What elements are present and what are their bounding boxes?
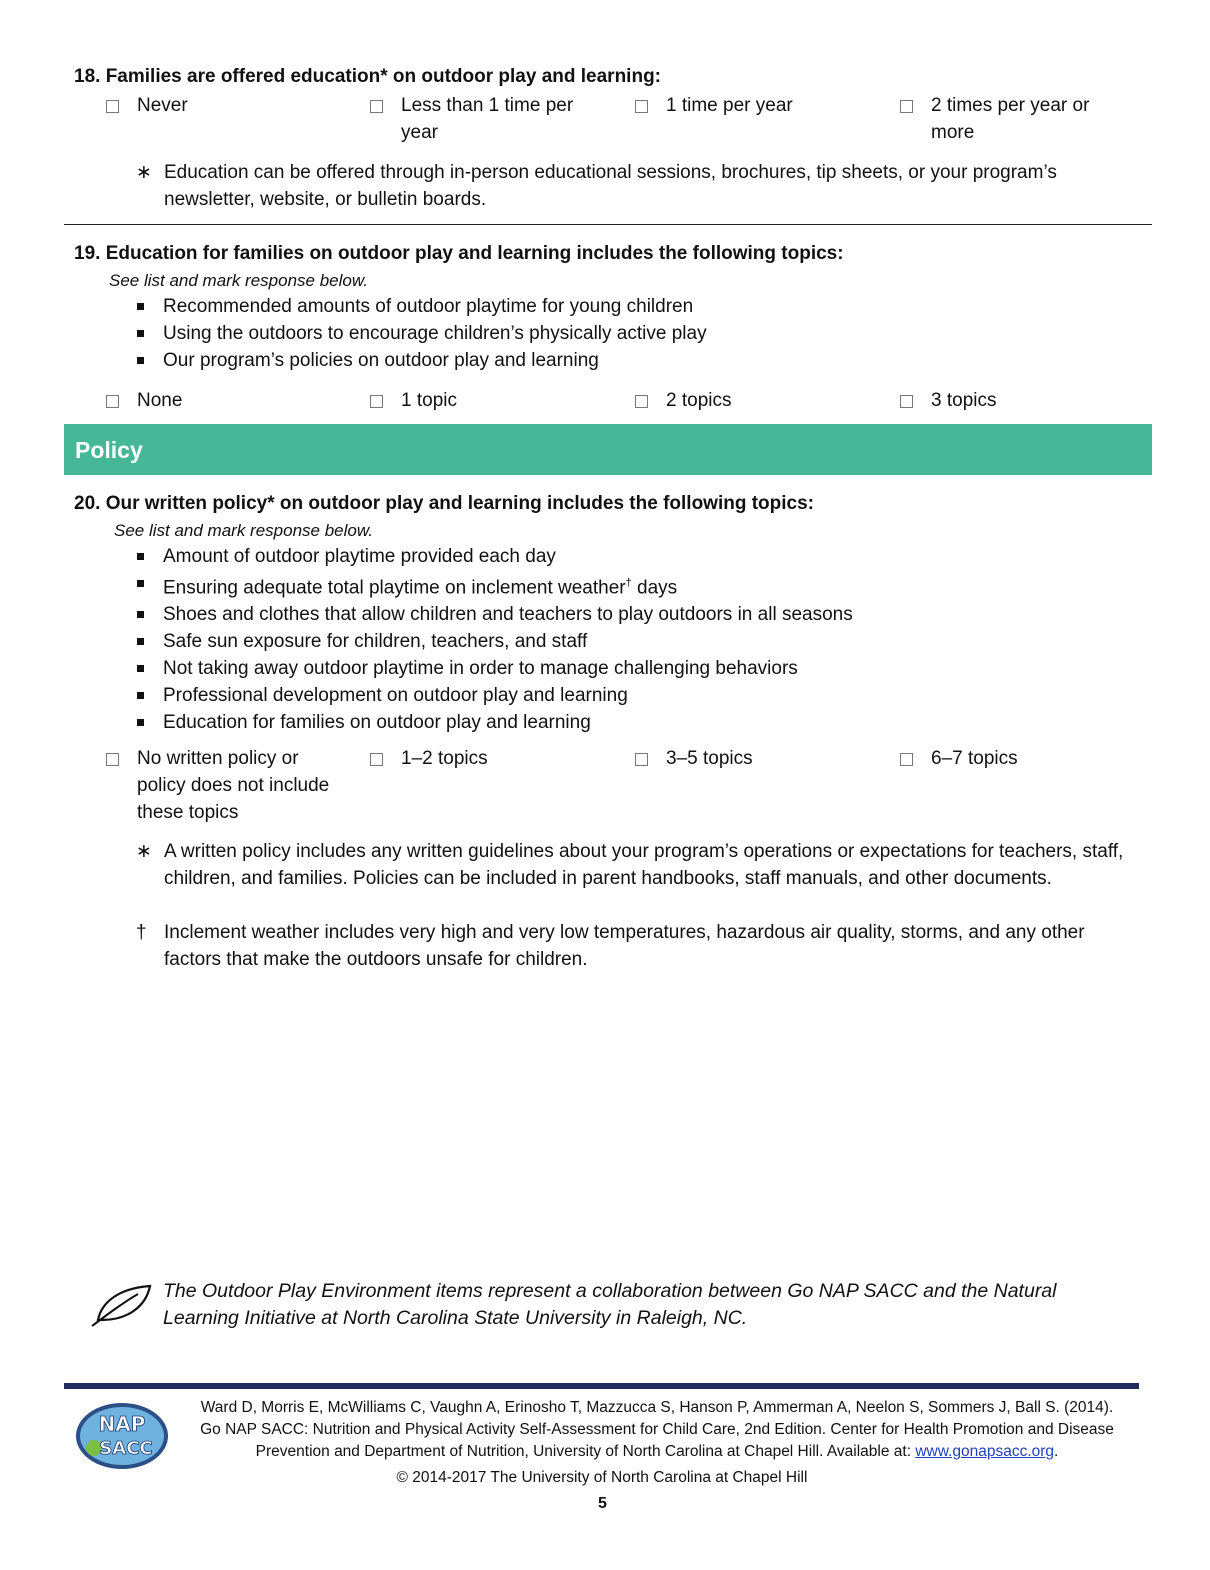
copyright: © 2014-2017 The University of North Carolina at Chapel Hill xyxy=(396,1469,808,1486)
footer-divider xyxy=(64,1383,1139,1389)
checkbox[interactable] xyxy=(900,395,913,408)
q20-option-no-policy[interactable]: No written policy or policy does not include these topics xyxy=(106,745,351,826)
list-item: Not taking away outdoor playtime in order to manage challenging behaviors xyxy=(137,655,1097,682)
leaf-icon xyxy=(88,1282,154,1328)
checkbox[interactable] xyxy=(635,100,648,113)
q20-footnote-policy: ∗ A written policy includes any written guidelines about your program’s operations or expectations for teachers, staff, children, and families. Policies can be included in parent handbooks, staff manuals, and other documents. xyxy=(136,841,1124,889)
checkbox[interactable] xyxy=(370,100,383,113)
list-item: Using the outdoors to encourage children’s physically active play xyxy=(137,320,1037,347)
q18-footnote: ∗ Education can be offered through in-person educational sessions, brochures, tip sheets, or your program’s newsletter, website, or bulletin boards. xyxy=(136,162,1057,210)
q20-option-1-2-topics[interactable]: 1–2 topics xyxy=(370,745,600,772)
q19-title: 19. Education for families on outdoor play and learning includes the following topics: xyxy=(74,243,844,264)
q18-option-2-times[interactable]: 2 times per year or more xyxy=(900,92,1130,146)
collaboration-note: The Outdoor Play Environment items represent a collaboration between Go NAP SACC and the Natural Learning Initiative at North Carolina State University in Raleigh, NC. xyxy=(163,1280,1057,1329)
gonapsacc-link[interactable]: www.gonapsacc.org xyxy=(915,1443,1055,1460)
q19-option-none[interactable]: None xyxy=(106,387,346,414)
citation: Ward D, Morris E, McWilliams C, Vaughn A, Erinosho T, Mazzucca S, Hanson P, Ammerman A, Neelon S, Sommers J, Ball S. (2014). Go NAP SACC: Nutrition and Physical Activity Self-Assessment for Child Care, 2nd Edition. Center for Health Promotion and Disease Prevention and Department of Nutrition, University of North Carolina at Chapel Hill. Available at: www.gonapsacc.org. xyxy=(200,1399,1114,1460)
checkbox[interactable] xyxy=(106,395,119,408)
q19-option-3-topics[interactable]: 3 topics xyxy=(900,387,1130,414)
q20-title: 20. Our written policy* on outdoor play and learning includes the following topics: xyxy=(74,493,815,514)
list-item: Amount of outdoor playtime provided each day xyxy=(137,543,1097,570)
section-title: Policy xyxy=(75,437,143,463)
q19-topic-list xyxy=(137,293,1037,374)
checkbox[interactable] xyxy=(106,753,119,766)
checkbox[interactable] xyxy=(370,753,383,766)
list-item: Professional development on outdoor play and learning xyxy=(137,682,1097,709)
q20-footnote-weather: † Inclement weather includes very high and very low temperatures, hazardous air quality, storms, and any other factors that make the outdoors unsafe for children. xyxy=(136,922,1085,970)
list-item: Ensuring adequate total playtime on inclement weather† days xyxy=(137,570,1097,601)
q20-option-6-7-topics[interactable]: 6–7 topics xyxy=(900,745,1130,772)
divider xyxy=(64,224,1152,225)
q20-topic-list xyxy=(137,543,1097,736)
list-item: Safe sun exposure for children, teachers, and staff xyxy=(137,628,1097,655)
logo-text-sacc: SACC xyxy=(99,1438,153,1459)
page-number: 5 xyxy=(598,1495,607,1512)
list-item: Recommended amounts of outdoor playtime for young children xyxy=(137,293,1037,320)
checkbox[interactable] xyxy=(635,753,648,766)
q19-instruction: See list and mark response below. xyxy=(109,271,368,290)
nap-sacc-logo xyxy=(72,1398,172,1472)
q18-option-1-time[interactable]: 1 time per year xyxy=(635,92,875,119)
checkbox[interactable] xyxy=(635,395,648,408)
q20-option-3-5-topics[interactable]: 3–5 topics xyxy=(635,745,875,772)
q18-option-less-than-1[interactable]: Less than 1 time per year xyxy=(370,92,600,146)
q19-option-2-topics[interactable]: 2 topics xyxy=(635,387,875,414)
checkbox[interactable] xyxy=(900,753,913,766)
checkbox[interactable] xyxy=(900,100,913,113)
q18-option-never[interactable]: Never xyxy=(106,92,346,119)
q18-title: 18. Families are offered education* on outdoor play and learning: xyxy=(74,66,661,87)
q20-instruction: See list and mark response below. xyxy=(114,521,373,540)
list-item: Shoes and clothes that allow children and teachers to play outdoors in all seasons xyxy=(137,601,1097,628)
logo-text-nap: NAP xyxy=(98,1412,146,1436)
list-item: Our program’s policies on outdoor play and learning xyxy=(137,347,1037,374)
q19-option-1-topic[interactable]: 1 topic xyxy=(370,387,600,414)
section-header-policy xyxy=(64,424,1152,475)
checkbox[interactable] xyxy=(106,100,119,113)
checkbox[interactable] xyxy=(370,395,383,408)
list-item: Education for families on outdoor play and learning xyxy=(137,709,1097,736)
